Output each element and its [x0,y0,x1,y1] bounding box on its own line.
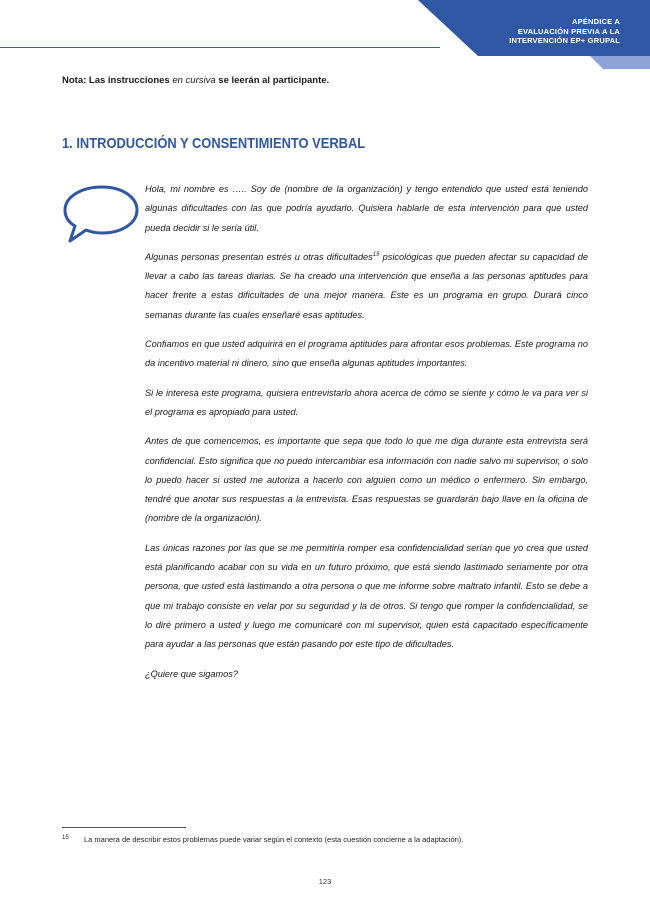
footnote [62,835,463,844]
section-title: 1. INTRODUCCIÓN Y CONSENTIMIENTO VERBAL [62,135,366,152]
instructions-note [62,75,329,86]
paragraph-5: Antes de que comencemos, es importante que sepa que todo lo que me diga durante esta entrevista será confidencial. Esto significa que no puedo intercambiar esa información con nadie salvo mi supervisor, o solo lo puedo hacer si usted me autoriza a hacerlo con alguien como un médico o enfermero. Sin embargo, tendré que anotar sus respuestas a la entrevista. Esas respuestas se guardarán bajo llave en la oficina de (nombre de la organización). [145,436,588,524]
footnote-number: 15 [62,835,69,841]
page-number: 123 [318,877,332,886]
speech-bubble-icon [60,183,140,245]
header-line-2: EVALUACIÓN PREVIA A LA [517,26,620,36]
paragraph-2-before: Algunas personas presentan estrés u otras dificultades [145,251,373,262]
paragraph-7: ¿Quiere que sigamos? [145,668,238,679]
header-rule [0,47,440,48]
paragraph-2 [145,248,588,325]
header-line-1: APÉNDICE A [572,17,620,26]
running-header [509,17,620,46]
header-line-3: INTERVENCIÓN EP+ GRUPAL [509,36,620,46]
footnote-ref: 15 [372,251,380,258]
paragraph-4: Si le interesa este programa, quisiera entrevistarlo ahora acerca de cómo se siente y cómo le va para ver si el programa es apropiado para usted. [145,387,588,417]
paragraph-2-after: psicológicas que pueden afectar su capacidad de llevar a cabo las tareas diarias. Se ha creado una intervención que enseña a las personas aptitudes para hacer frente a estas dificultades de una mejor manera. Este es un programa en grupo. Durará cinco semanas durante las cuales enseñaré esas aptitudes. [145,251,588,320]
note-part-3: se leerán al participante. [215,75,330,86]
paragraph-6: Las únicas razones por las que se me permitiría romper esa confidencialidad serían que yo crea que usted está planificando acabar con su vida en un futuro próximo, que está siendo lastimado seriamente por otra persona, que usted está lastimando a otra persona o que me informe sobre maltrato infantil. Esto se debe a que mi trabajo consiste en velar por su seguridad y la de otros. Si tengo que romper la confidencialidad, se lo diré primero a usted y luego me comunicaré con mi supervisor, quien está capacitado específicamente para ayudar a las personas que están pasando por este tipo de dificultades. [145,542,588,650]
body-text [145,180,588,694]
note-part-1: Nota: Las instrucciones [62,75,173,86]
note-part-2: en cursiva [172,75,216,86]
footnote-text: La manera de describir estos problemas puede variar según el contexto (esta cuestión concierne a la adaptación). [84,835,464,844]
paragraph-3: Confiamos en que usted adquirirá en el programa aptitudes para afrontar esos problemas. Este programa no da incentivo material ni dinero, sino que enseña algunas aptitudes importantes. [145,339,588,369]
paragraph-1: Hola, mi nombre es ….. Soy de (nombre de la organización) y tengo entendido que usted está teniendo algunas dificultades con las que podría ayudarlo. Quisiera hablarle de esta intervención para que usted pueda decidir si le sería útil. [145,184,588,233]
header-tab [590,56,650,69]
footnote-rule [62,827,186,828]
